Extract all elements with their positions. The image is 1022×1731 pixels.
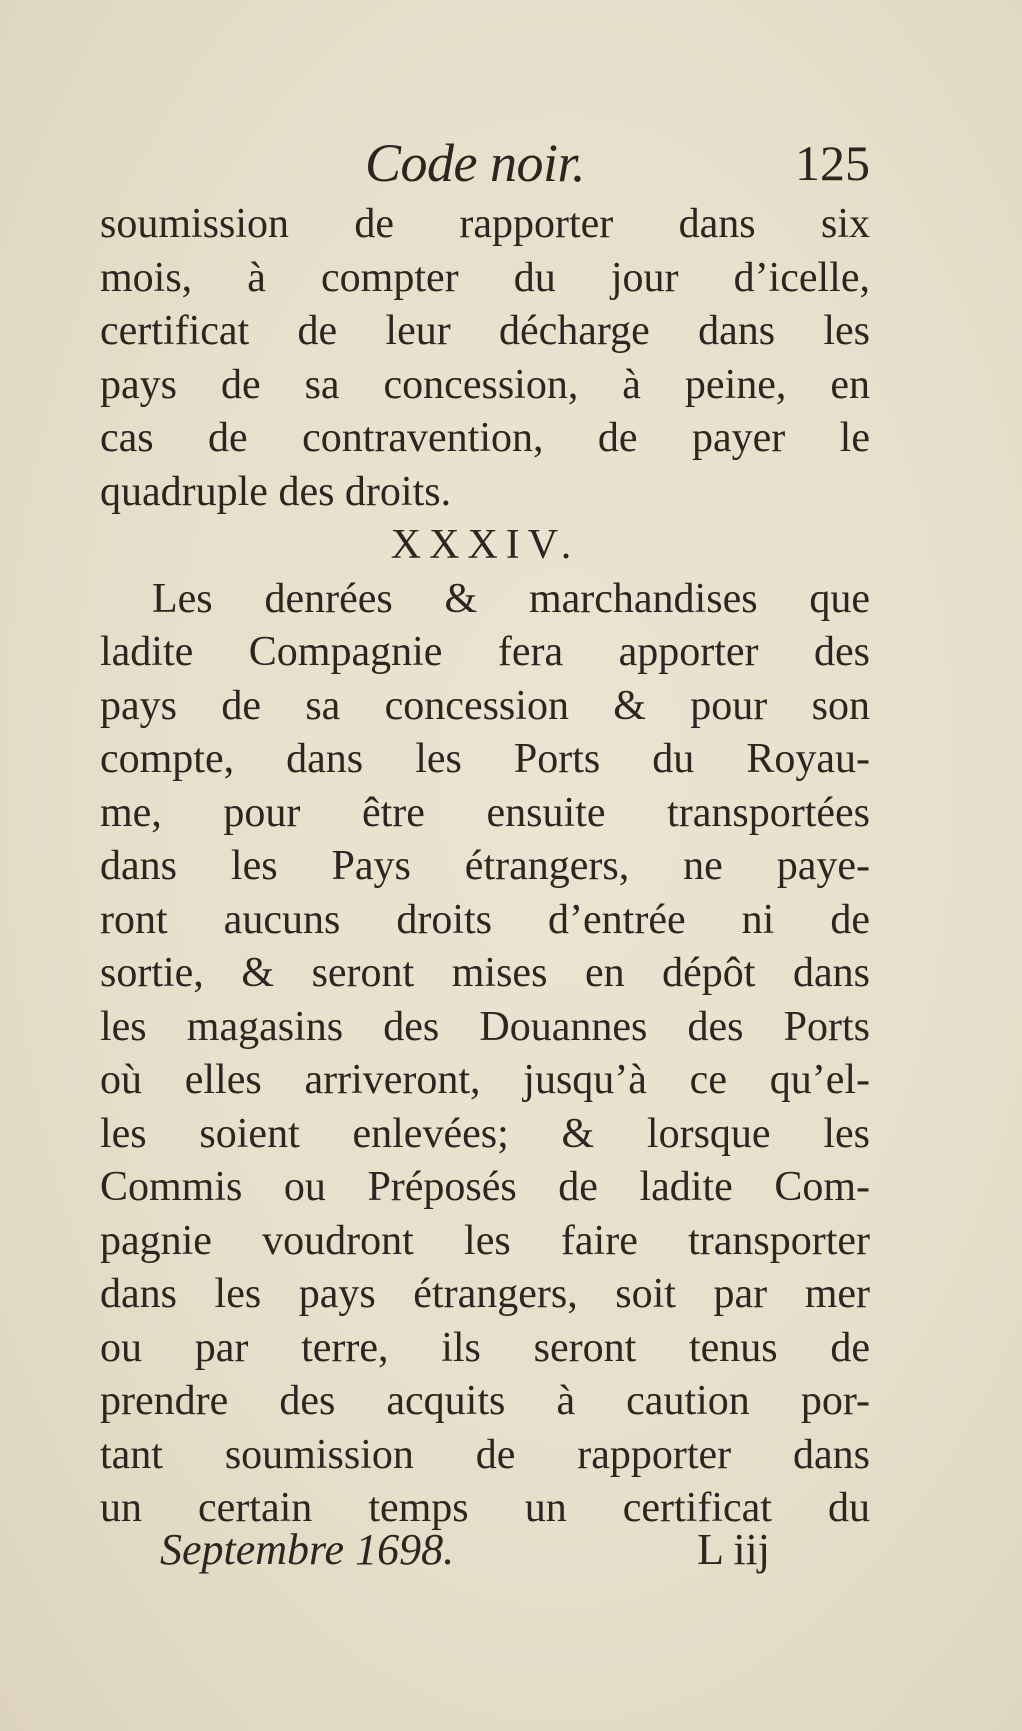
text-line: ou par terre, ils seront tenus de bbox=[100, 1324, 870, 1371]
text-line: dans les Pays étrangers, ne paye- bbox=[100, 843, 870, 889]
text-line: les soient enlevées; & lorsque les bbox=[100, 1110, 870, 1157]
text-line: Les denrées & marchandises que bbox=[152, 575, 870, 622]
page-number: 125 bbox=[795, 135, 870, 191]
text-line: soumission de rapporter dans six bbox=[100, 201, 870, 247]
text-line: pays de sa concession, à peine, en bbox=[100, 361, 870, 408]
text-line: ront aucuns droits d’entrée ni de bbox=[100, 896, 870, 943]
running-title: Code noir. bbox=[365, 133, 586, 193]
text-line: ladite Compagnie fera apporter des bbox=[100, 629, 870, 675]
text-line: compte, dans les Ports du Royau- bbox=[100, 736, 870, 782]
text-line: Commis ou Préposés de ladite Com- bbox=[100, 1164, 870, 1210]
text-line: où elles arriveront, jusqu’à ce qu’el- bbox=[100, 1057, 870, 1103]
text-line: mois, à compter du jour d’icelle, bbox=[100, 254, 870, 301]
text-line: certificat de leur décharge dans les bbox=[100, 308, 870, 354]
page-header bbox=[100, 128, 870, 198]
body-text bbox=[100, 198, 870, 1536]
text-line: pagnie voudront les faire transporter bbox=[100, 1217, 870, 1264]
text-line: un certain temps un certificat du bbox=[100, 1485, 870, 1531]
text-line: sortie, & seront mises en dépôt dans bbox=[100, 950, 870, 996]
text-line: me, pour être ensuite transportées bbox=[100, 789, 870, 836]
article-heading: XXXIV. bbox=[390, 522, 580, 568]
text-line: pays de sa concession & pour son bbox=[100, 682, 870, 729]
text-line: les magasins des Douannes des Ports bbox=[100, 1003, 870, 1050]
text-line: quadruple des droits. bbox=[100, 468, 452, 515]
text-line: cas de contravention, de payer le bbox=[100, 415, 870, 461]
text-line: tant soumission de rapporter dans bbox=[100, 1431, 870, 1478]
signature-mark: L iij bbox=[697, 1525, 770, 1574]
text-line: dans les pays étrangers, soit par mer bbox=[100, 1271, 870, 1317]
page-footer bbox=[160, 1515, 770, 1585]
footer-date: Septembre 1698. bbox=[160, 1525, 455, 1574]
text-line: prendre des acquits à caution por- bbox=[100, 1378, 870, 1424]
